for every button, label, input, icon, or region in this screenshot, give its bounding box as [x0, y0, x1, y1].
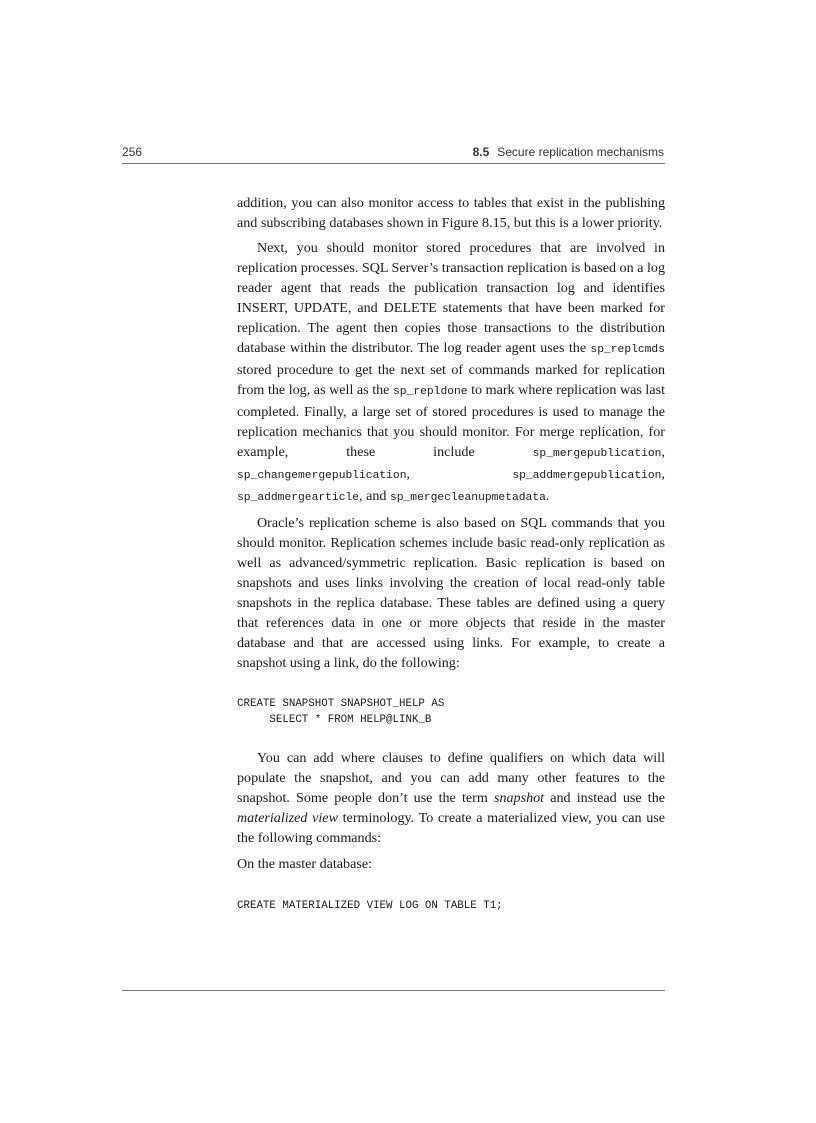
code-line: CREATE MATERIALIZED VIEW LOG ON TABLE T1;: [237, 900, 503, 912]
code-line: SELECT * FROM HELP@LINK_B: [237, 714, 432, 726]
emphasis: materialized view: [237, 810, 338, 826]
paragraph: On the master database:: [237, 856, 373, 872]
paragraph: [237, 748, 665, 848]
text-run: to mark where replication was last completed. Finally, a large set of stored procedures is used to manage the replication mechanics that you should monitor. For merge replication, for example, these include: [237, 382, 666, 460]
paragraph: Oracle’s replication scheme is also based on SQL commands that you should monitor. Replication schemes include basic read-only replication as well as advanced/symmetric replication. Basic replication is based on snapshots and uses links involving the creation of local read-only table snapshots in the replica database. These tables are defined using a query that references data in one or more objects that reside in the master database and that are accessed using links. For example, to create a snapshot using a link, do the following:: [237, 515, 665, 671]
code-block: [237, 898, 665, 914]
page-number: 256: [122, 145, 143, 159]
text-run: ,: [406, 466, 445, 482]
inline-code: sp_replcmds: [590, 344, 665, 356]
text-run: You can add where clauses to define qualifiers on which data will populate the snapshot, and you can add many other features to the snapshot. Some people don’t use the term: [237, 750, 665, 806]
text-run: stored procedure to get the next set of commands marked for replication from the log, as well as the: [237, 362, 665, 398]
running-head: [473, 145, 664, 159]
text-run: terminology. To create a materialized view, you can use the following commands:: [237, 810, 665, 846]
inline-code: sp_changemergepublication: [237, 470, 407, 482]
code-block: [237, 696, 665, 728]
text-run: ,: [661, 466, 665, 482]
paragraph: [237, 238, 665, 508]
inline-code: sp_mergecleanupmetadata: [389, 492, 546, 504]
section-title: Secure replication mechanisms: [497, 145, 664, 159]
body-text: [237, 193, 665, 914]
text-run: and instead use the: [544, 790, 666, 806]
inline-code: sp_addmergearticle: [237, 492, 360, 504]
inline-code: sp_mergepublication: [532, 448, 662, 460]
paragraph: addition, you can also monitor access to tables that exist in the publishing and subscribing databases shown in Figure 8.15, but this is a lower priority.: [237, 195, 665, 231]
text-run: Next, you should monitor stored procedures that are involved in replication processes. SQL Server’s transaction replication is based on a log reader agent that reads the publication transaction log and identifies INSERT, UPDATE, and DELETE statements that have been marked for replication. The agent then copies those transactions to the distribution database within the distributor. The log reader agent uses the: [237, 240, 665, 356]
header-rule: [122, 163, 665, 164]
text-run: .: [545, 488, 550, 504]
section-number: 8.5: [472, 145, 490, 159]
text-run: , and: [359, 488, 390, 504]
code-line: CREATE SNAPSHOT SNAPSHOT_HELP AS: [237, 698, 445, 710]
inline-code: sp_repldone: [393, 386, 468, 398]
emphasis: snapshot: [493, 790, 545, 806]
inline-code: sp_addmergepublication: [512, 470, 662, 482]
text-run: ,: [661, 444, 665, 460]
footer-rule: [122, 990, 665, 991]
